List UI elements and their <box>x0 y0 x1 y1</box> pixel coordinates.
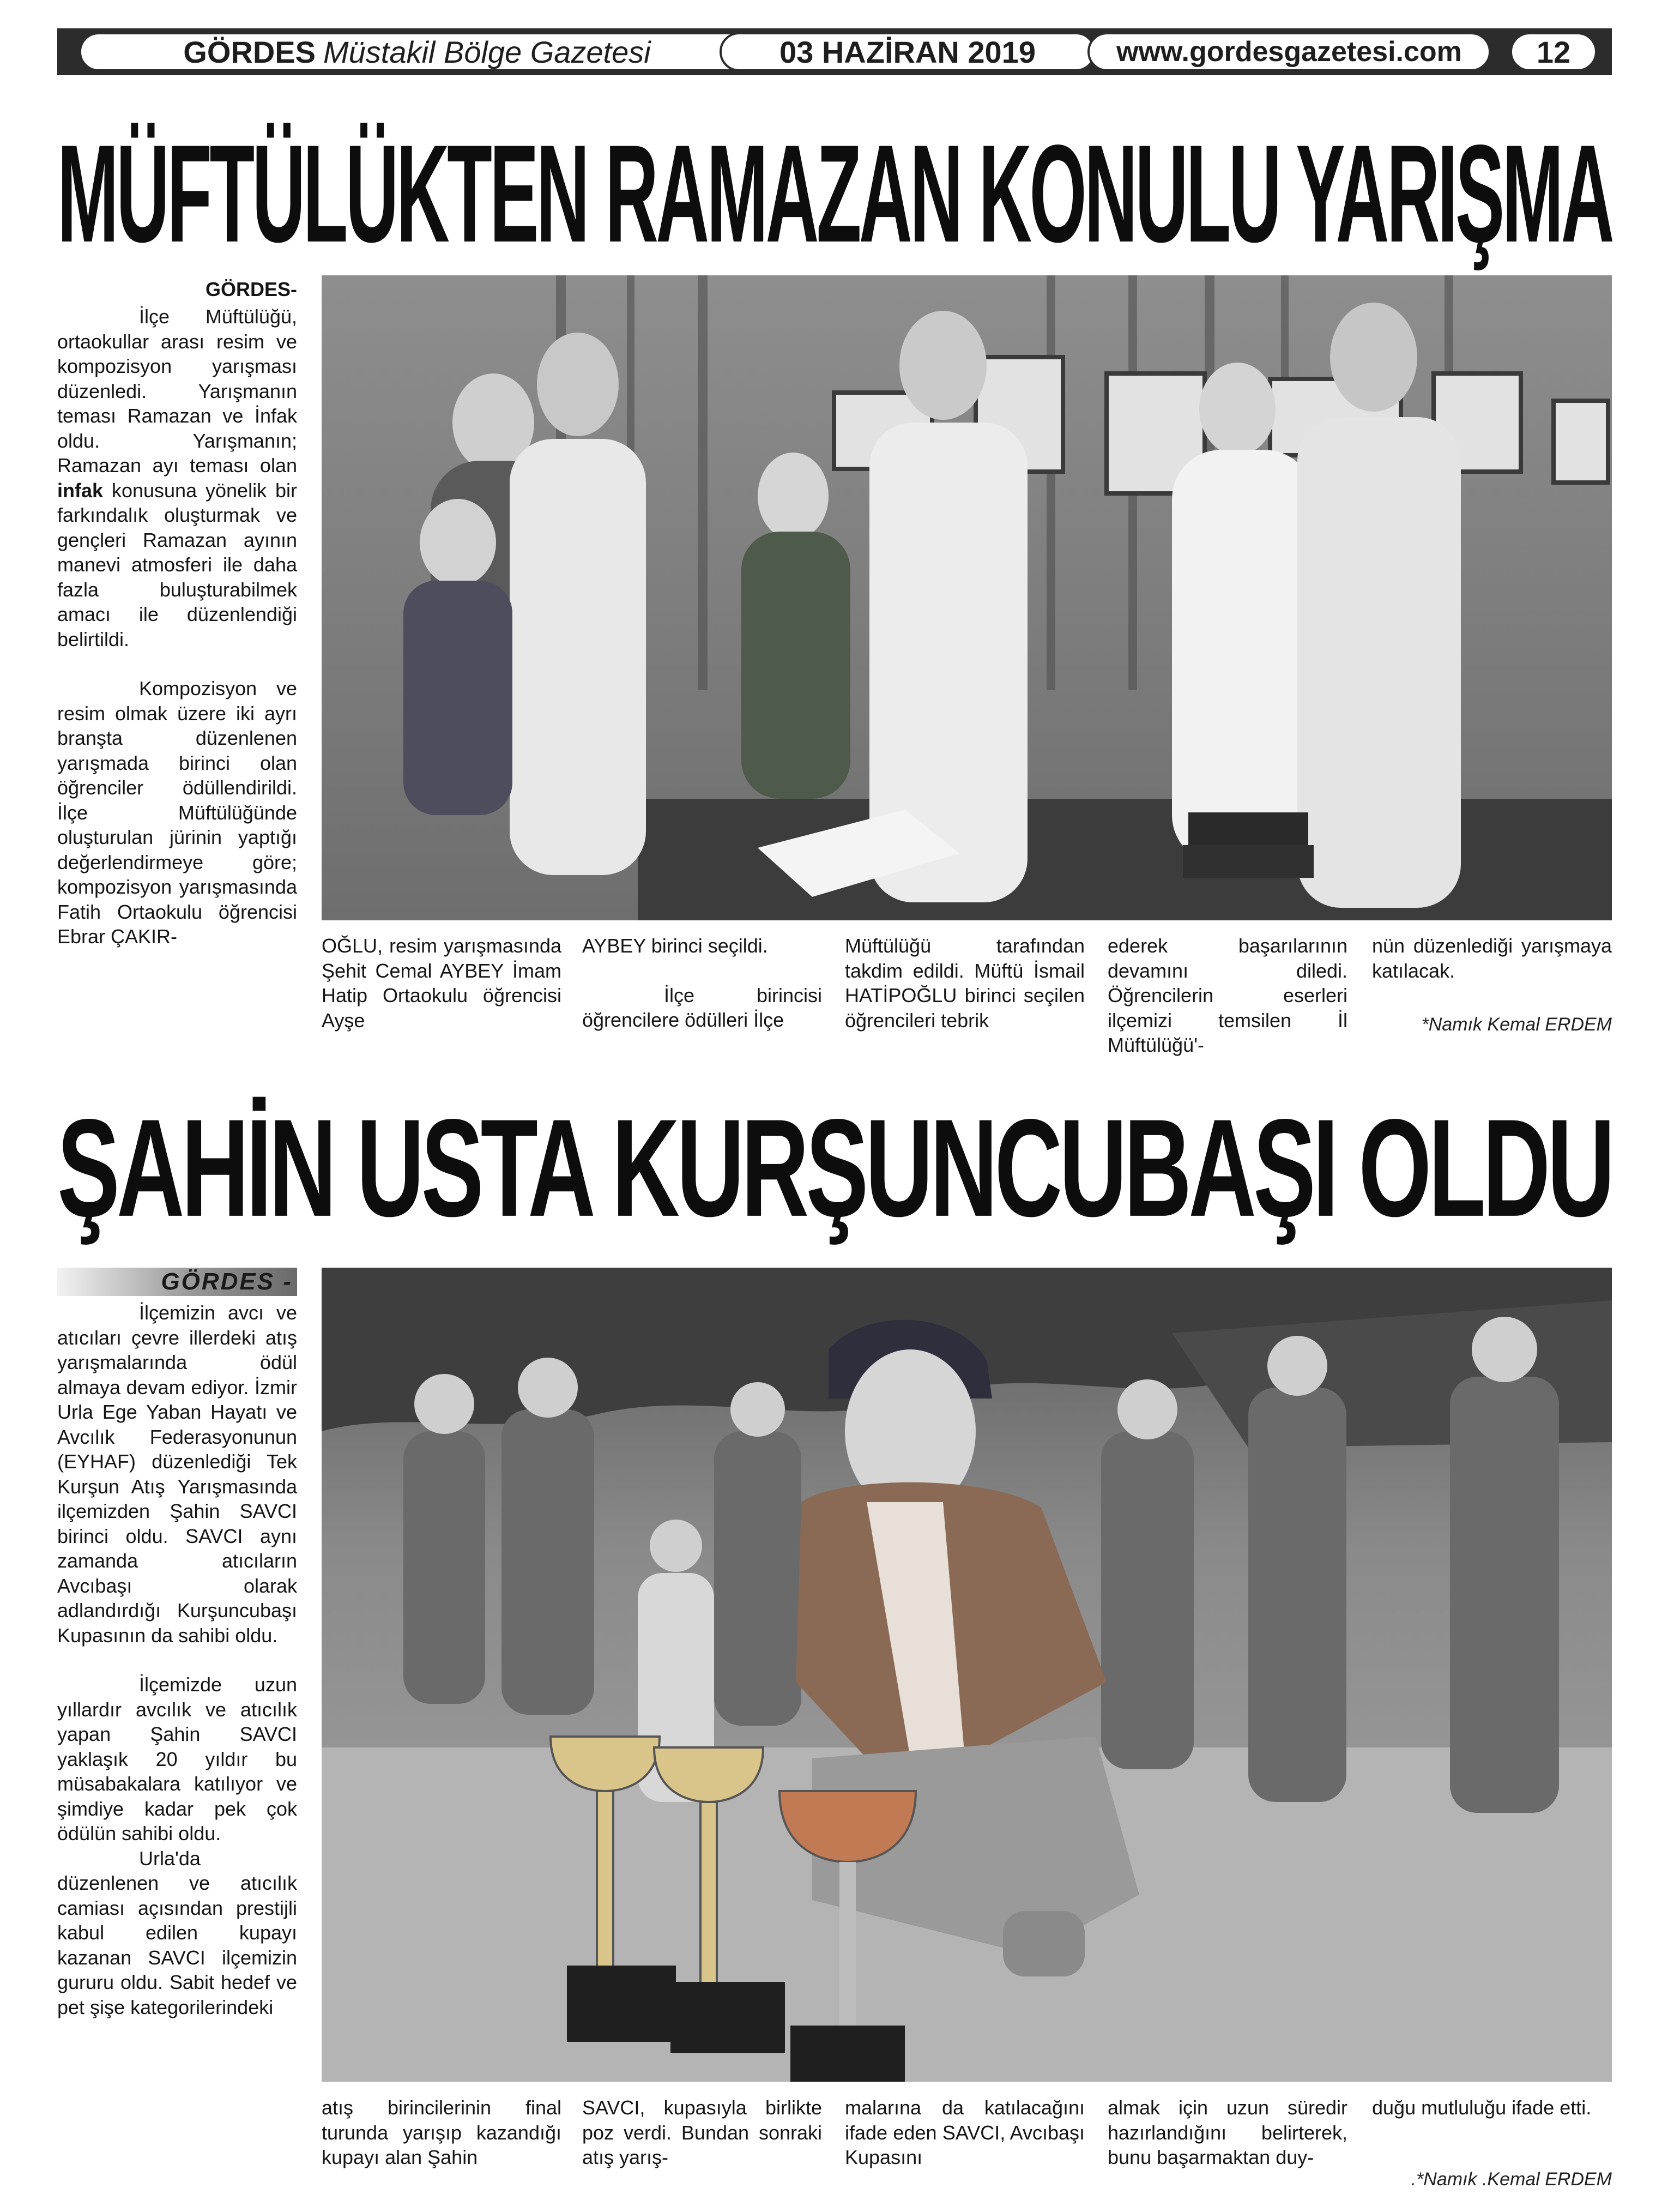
article1-byline: *Namık Kemal ERDEM <box>1421 1014 1612 1035</box>
article2-column-6 <box>1372 2095 1612 2161</box>
article2-byline: .*Namık .Kemal ERDEM <box>1411 2169 1612 2190</box>
issue-date: 03 HAZİRAN 2019 <box>779 34 1036 69</box>
page-number-pill <box>1510 32 1597 71</box>
article1-col6-text: nün düzenlediği yarışmaya katılacak. <box>1372 935 1612 982</box>
article1-kicker: GÖRDES- <box>205 278 297 300</box>
date-pill <box>720 32 1096 71</box>
article2-col4-text: malarına da katılacağını ifade eden SAVCI, Avcıbaşı Kupasını <box>845 2096 1085 2168</box>
article2-column-1 <box>57 1300 297 2212</box>
article2-col5-text: almak için uzun süredir hazırlandığını belirterek, bunu başarmaktan duy- <box>1108 2096 1347 2168</box>
article2-col2-text: atış birincilerinin final turunda yarışıp kazandığı kupayı alan Şahin <box>322 2096 561 2168</box>
brand-name: GÖRDES <box>183 34 316 69</box>
article2-paragraph-2: İlçemizde uzun yıllardır avcılık ve atıcılık yapan Şahin SAVCI yaklaşık 20 yıldır bu müsabakalara katılıyor ve şimdiye kadar pek çok ödülün sahibi oldu. <box>57 1673 297 1845</box>
article2-paragraph-1: İlçemizin avcı ve atıcıları çevre illerdeki atış yarışmalarında ödül almaya devam ediyor. İzmir Urla Ege Yaban Hayatı ve Avcılık Federasyonunun (EYHAF) düzenlediği Tek Kurşun Atış Yarışmasında ilçemizden Şahin SAVCI birinci oldu. SAVCI aynı zamanda atıcıların Avcıbaşı olarak adlandırdığı Kurşuncubaşı Kupasının da sahibi oldu. <box>57 1301 297 1647</box>
article1-photo <box>322 275 1612 920</box>
brand-pill <box>79 32 755 71</box>
article2-column-2 <box>322 2095 561 2212</box>
website-link[interactable]: www.gordesgazetesi.com <box>1116 36 1462 68</box>
article2-paragraph-3: Urla'da düzenlenen ve atıcılık camiası açısından prestijli kabul edilen kupayı kazanan SAVCI ilçemizin gururu oldu. Sabit hedef ve pet şişe kategorilerindeki <box>57 1847 297 2018</box>
shooter-photo-illustration <box>322 1268 1612 2082</box>
article1-col3-text-1: AYBEY birinci seçildi. <box>582 935 768 957</box>
article1-column-5 <box>1108 933 1347 1056</box>
publication-name: Müstakil Bölge Gazetesi <box>323 34 651 69</box>
article1-paragraph-1: İlçe Müftülüğü, ortaokullar arası resim ve kompozisyon yarışması düzenledi. Yarışmanın teması Ramazan ve İnfak oldu. Yarışmanın; Ramazan ayı teması olan infak konusuna yönelik bir farkındalık oluşturmak ve gençleri Ramazan ayının manevi atmosferi ile daha fazla buluşturabilmek amacı ile düzenlendiği belirtildi. <box>57 305 297 650</box>
article2-headline: ŞAHİN USTA KURŞUNCUBAŞI OLDU <box>57 1090 1612 1246</box>
article2-col6-text: duğu mutluluğu ifade etti. <box>1372 2096 1592 2119</box>
article1-column-1 <box>57 304 297 1068</box>
article2-column-5 <box>1108 2095 1347 2212</box>
article1-col2-text: OĞLU, resim yarışmasında Şehit Cemal AYBEY İmam Hatip Ortaokulu öğrencisi Ayşe <box>322 935 561 1032</box>
article2-column-4 <box>845 2095 1085 2212</box>
article1-column-2 <box>322 933 561 1042</box>
article1-col3-text-2: İlçe birincisi öğrencilere ödülleri İlçe <box>582 984 822 1031</box>
website-pill <box>1087 32 1491 71</box>
page-header <box>57 28 1612 75</box>
article2-kicker-bar: GÖRDES - <box>57 1268 297 1296</box>
article1-column-3 <box>582 933 822 1042</box>
group-photo-illustration <box>322 275 1612 920</box>
article1-column-4 <box>845 933 1085 1042</box>
article2-col3-text: SAVCI, kupasıyla birlikte poz verdi. Bundan sonraki atış yarış- <box>582 2096 822 2168</box>
highlight-infak: infak <box>57 479 104 502</box>
article1-col5-text: ederek başarılarının devamını diledi. Öğrencilerin eserleri ilçemizi temsilen İl Müftülüğü'- <box>1108 935 1347 1056</box>
article1-col4-text: Müftülüğü tarafından takdim edildi. Müftü İsmail HATİPOĞLU birinci seçilen öğrencileri tebrik <box>845 935 1085 1032</box>
article1-column-6 <box>1372 933 1612 988</box>
article2-column-3 <box>582 2095 822 2212</box>
page-number: 12 <box>1536 34 1571 69</box>
article1-headline: MÜFTÜLÜKTEN RAMAZAN KONULU YARIŞMA <box>57 116 1612 272</box>
article1-paragraph-2: Kompozisyon ve resim olmak üzere iki ayrı branşta düzenlenen yarışmada birinci olan öğrenciler ödüllendirildi. İlçe Müftülüğünde oluşturulan jürinin yaptığı değerlendirmeye göre; kompozisyon yarışmasında Fatih Ortaokulu öğrencisi Ebrar ÇAKIR- <box>57 677 297 948</box>
article2-photo <box>322 1268 1612 2082</box>
